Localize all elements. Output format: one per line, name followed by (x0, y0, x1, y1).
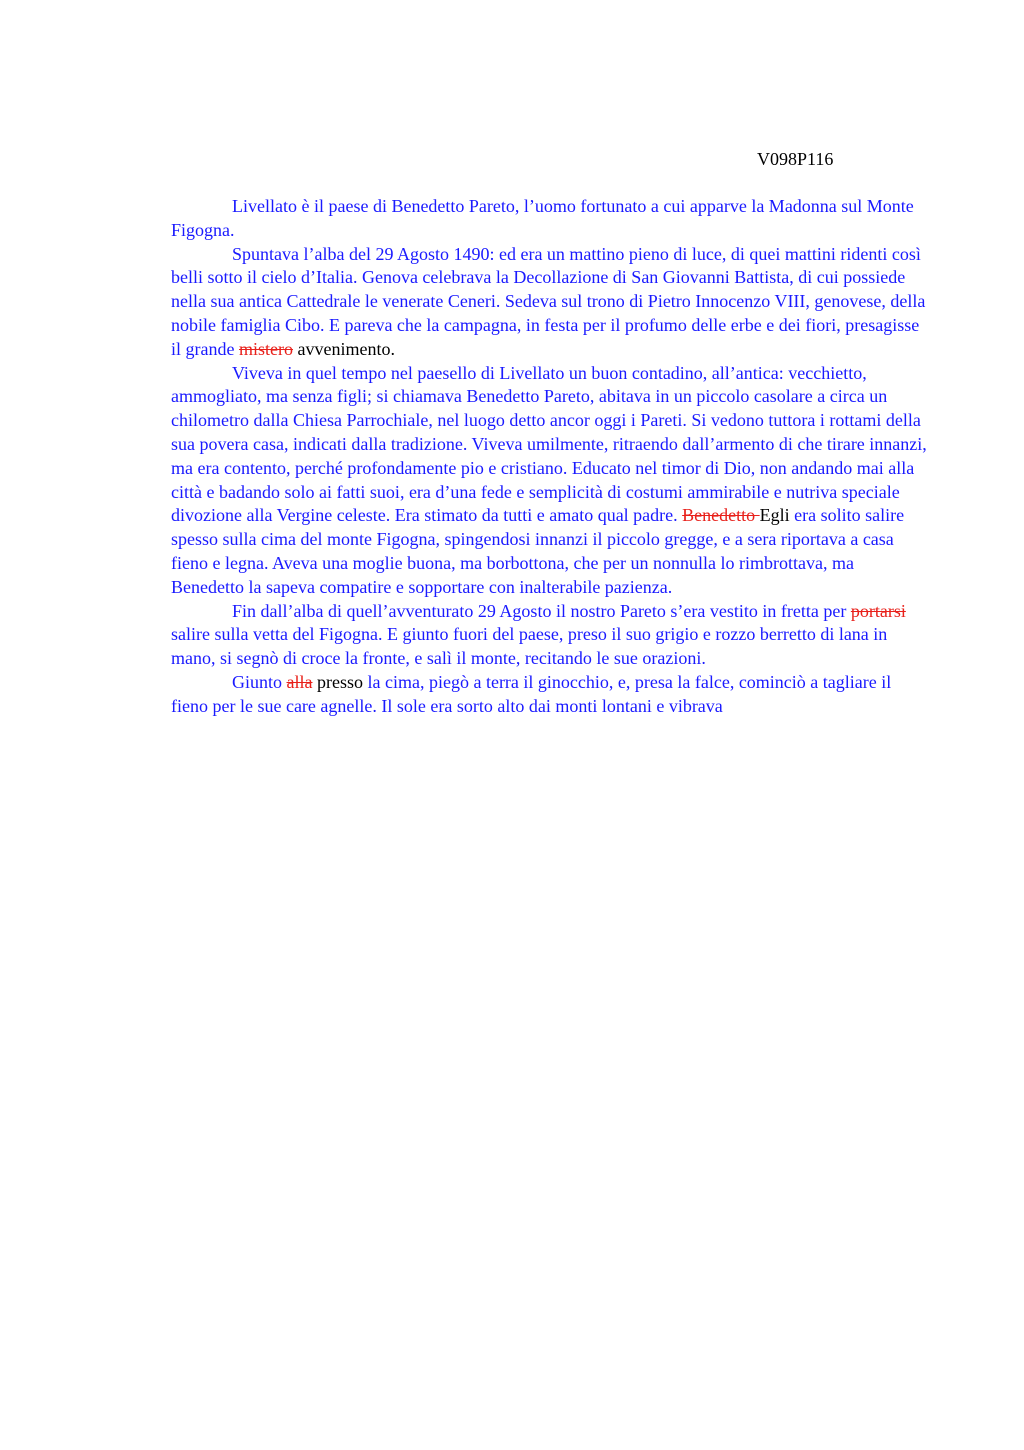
inserted-text: presso (312, 671, 363, 692)
paragraph-5 (171, 671, 931, 719)
deleted-text: mistero (238, 338, 293, 359)
page-identifier: V098P116 (757, 149, 834, 169)
document-body (171, 195, 931, 719)
deleted-text: alla (286, 671, 313, 692)
inserted-text: avvenimento. (292, 338, 395, 359)
text-run: la cima, piegò a terra il ginocchio, e, presa la falce, cominciò a tagliare il fieno per le sue care agnelle. Il sole era sorto alto dai monti lontani e vibrava (171, 671, 892, 716)
paragraph-1 (171, 195, 931, 243)
text-run: salire sulla vetta del Figogna. E giunto fuori del paese, preso il suo grigio e rozzo berretto di lana in mano, si segnò di croce la fronte, e salì il monte, recitando le sue orazioni. (171, 624, 888, 669)
text-run: Spuntava l’alba del 29 Agosto 1490: ed era un mattino pieno di luce, di quei mattini ridenti così belli sotto il cielo d’Italia. Genova celebrava la Decollazione di San Giovanni Battista, di cui possiede nella sua antica Cattedrale le venerate Ceneri. Sedeva sul trono di Pietro Innocenzo VIII, genovese, della nobile famiglia Cibo. E pareva che la campagna, in festa per il profumo delle erbe e dei fiori, presagisse il grande (171, 243, 926, 359)
text-run: Fin dall’alba di quell’avventurato 29 Agosto il nostro Pareto s’era vestito in fretta per (232, 600, 851, 621)
deleted-text: Benedetto (682, 505, 760, 526)
paragraph-4 (171, 600, 931, 671)
text-run: Viveva in quel tempo nel paesello di Livellato un buon contadino, all’antica: vecchietto, ammogliato, ma senza figli; si chiamava Benedetto Pareto, abitava in un piccolo casolare a circa un chilometro dalla Chiesa Parrochiale, nel luogo detto ancor oggi i Pareti. Si vedono tuttora i rottami della sua povera casa, indicati dalla tradizione. Viveva umilmente, ritraendo dall’armento di che tirare innanzi, ma era contento, perché profondamente pio e cristiano. Educato nel timor di Dio, non andando mai alla città e badando solo ai fatti suoi, era d’una fede e semplicità di costumi ammirabile e nutriva speciale divozione alla Vergine celeste. Era stimato da tutti e amato qual padre. (171, 362, 927, 526)
text-run: Livellato è il paese di Benedetto Pareto, l’uomo fortunato a cui apparve la Madonna sul Monte Figogna. (171, 196, 914, 240)
inserted-text: Egli (759, 505, 790, 526)
paragraph-3 (171, 362, 931, 600)
text-run: Giunto (232, 671, 287, 692)
text-run: era solito salire spesso sulla cima del monte Figogna, spingendosi innanzi il piccolo gregge, e a sera riportava a casa fieno e legna. Aveva una moglie buona, ma borbottona, che per un nonnulla lo rimbrottava, ma Benedetto la sapeva compatire e sopportare con inalterabile pazienza. (171, 505, 905, 597)
deleted-text: portarsi (850, 600, 906, 621)
paragraph-2 (171, 243, 931, 362)
